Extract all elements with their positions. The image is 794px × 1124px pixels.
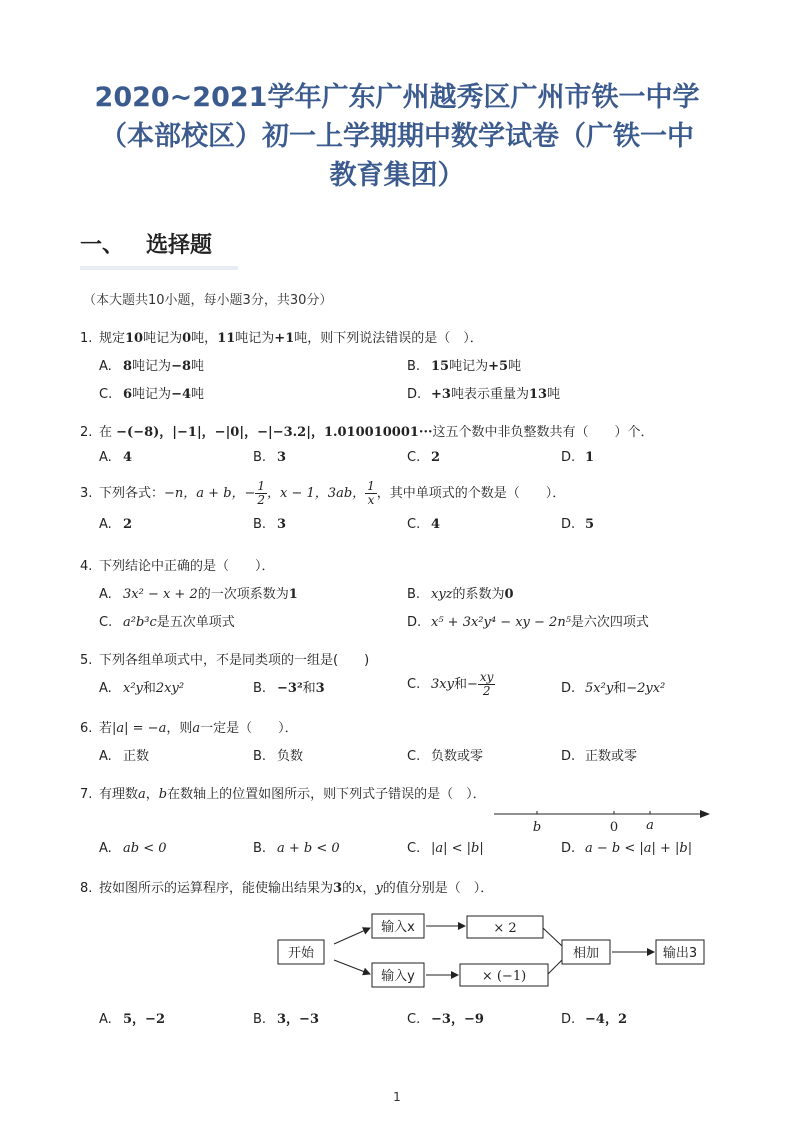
question-2-option-a[interactable]: A. 4 <box>99 450 133 465</box>
fraction-one-over-x: $\frac{1}{x}$ <box>367 479 375 507</box>
question-8-option-d[interactable]: D. −4，2 <box>561 1012 627 1027</box>
question-7-stem: 7. 有理数a，b在数轴上的位置如图所示，则下列式子错误的是（ ）． <box>80 787 486 802</box>
flow-arrow-start-to-x <box>334 928 370 944</box>
flow-start-label: 开始 <box>287 946 315 961</box>
fraction-one-half: $\frac{1}{2}$ <box>257 479 266 507</box>
question-8-stem: 8. 按如图所示的运算程序，能使输出结果为3的x，y的值分别是（ ）． <box>80 881 494 896</box>
question-1-option-c[interactable]: C. 6吨记为−4吨 <box>99 387 205 402</box>
flow-times2-label: × 2 <box>493 921 517 936</box>
section-underline <box>80 266 238 270</box>
label-zero: 0 <box>609 820 619 835</box>
question-8-option-a[interactable]: A. 5，−2 <box>99 1012 165 1027</box>
question-6-stem: 6. 若|a| = −a，则a一定是（ ）． <box>80 721 298 736</box>
question-7-option-c[interactable]: C. |a| < |b| <box>407 841 484 856</box>
section-number: 一、 <box>80 233 125 258</box>
question-7-option-d[interactable]: D. a − b < |a| + |b| <box>561 841 693 856</box>
page-number: 1 <box>393 1090 401 1104</box>
question-5-stem: 5. 下列各组单项式中，不是同类项的一组是( ) <box>80 653 370 668</box>
flow-input-x-label: 输入x <box>381 920 415 935</box>
question-5-option-b[interactable]: B. −3²和3 <box>253 681 325 696</box>
flow-line-times-neg1-to-add <box>548 960 562 974</box>
question-3-option-d[interactable]: D. 5 <box>561 517 595 532</box>
section-heading <box>80 228 212 259</box>
question-3-option-c[interactable]: C. 4 <box>407 517 441 532</box>
number-line-figure <box>494 806 710 836</box>
question-8-option-c[interactable]: C. −3，−9 <box>407 1012 484 1027</box>
flow-arrow-start-to-y <box>334 960 370 974</box>
title-line-3: 教育集团） <box>329 160 465 191</box>
number-line-arrow <box>700 810 710 818</box>
flow-line-times2-to-add <box>543 928 562 946</box>
section-label: 选择题 <box>146 233 213 258</box>
section-note: （本大题共10小题，每小题3分，共30分） <box>83 293 333 308</box>
question-4-option-d[interactable]: D. x⁵ + 3x²y⁴ − xy − 2n⁵是六次四项式 <box>407 615 649 630</box>
question-4-option-a[interactable]: A. 3x² − x + 2的一次项系数为1 <box>99 587 298 602</box>
flow-add-label: 相加 <box>572 946 600 961</box>
question-6-option-d[interactable]: D. 正数或零 <box>561 749 638 764</box>
question-4-option-c[interactable]: C. a²b³c是五次单项式 <box>99 615 235 630</box>
question-3-option-b[interactable]: B. 3 <box>253 517 287 532</box>
question-1-option-d[interactable]: D. +3吨表示重量为13吨 <box>407 387 561 402</box>
title-line-2: （本部校区）初一上学期期中数学试卷（广铁一中 <box>100 121 694 152</box>
question-5-option-c[interactable]: C. 3xy和− $\frac{xy}{2}$ <box>407 670 494 698</box>
question-6-option-b[interactable]: B. 负数 <box>253 749 304 764</box>
question-5-option-d[interactable]: D. 5x²y和−2yx² <box>561 681 666 696</box>
question-1-option-a[interactable]: A. 8吨记为−8吨 <box>99 359 205 374</box>
question-2-option-d[interactable]: D. 1 <box>561 450 595 465</box>
question-3-stem: 3. 下列各式：−n，a + b，− $\frac{1}{2}$ ，x − 1，3ab， $\frac{1}{x}$ ，其中单项式的个数是（ ）． <box>80 479 566 507</box>
question-6-option-c[interactable]: C. 负数或零 <box>407 749 484 764</box>
question-5-option-a[interactable]: A. x²y和2xy² <box>99 681 185 696</box>
question-7-option-b[interactable]: B. a + b < 0 <box>253 841 340 856</box>
label-b: b <box>532 820 542 835</box>
question-8-option-b[interactable]: B. 3，−3 <box>253 1012 319 1027</box>
document-title <box>60 78 734 195</box>
question-2-stem: 2. 在 −(−8)，|−1|，−|0|，−|−3.2|，1.010010001···这五个数中非负整数共有（ ）个． <box>80 425 654 440</box>
question-4-stem: 4. 下列结论中正确的是（ ）． <box>80 559 275 574</box>
flowchart-figure <box>276 904 706 996</box>
question-2-option-c[interactable]: C. 2 <box>407 450 441 465</box>
flow-times-neg1-label: × (−1) <box>481 969 527 984</box>
question-7-option-a[interactable]: A. ab < 0 <box>99 841 167 856</box>
label-a: a <box>646 818 654 833</box>
flow-input-y-label: 输入y <box>381 969 415 984</box>
fraction-xy-over-2: $\frac{xy}{2}$ <box>479 670 494 698</box>
question-1-option-b[interactable]: B. 15吨记为+5吨 <box>407 359 522 374</box>
flow-output-label: 输出3 <box>662 946 698 961</box>
question-2-option-b[interactable]: B. 3 <box>253 450 287 465</box>
question-6-option-a[interactable]: A. 正数 <box>99 749 150 764</box>
question-3-option-a[interactable]: A. 2 <box>99 517 133 532</box>
title-line-1: 2020~2021学年广东广州越秀区广州市铁一中学 <box>94 82 700 113</box>
question-1-stem: 1. 规定10吨记为0吨，11吨记为+1吨，则下列说法错误的是（ ）． <box>80 331 483 346</box>
question-4-option-b[interactable]: B. xyz的系数为0 <box>407 587 514 602</box>
